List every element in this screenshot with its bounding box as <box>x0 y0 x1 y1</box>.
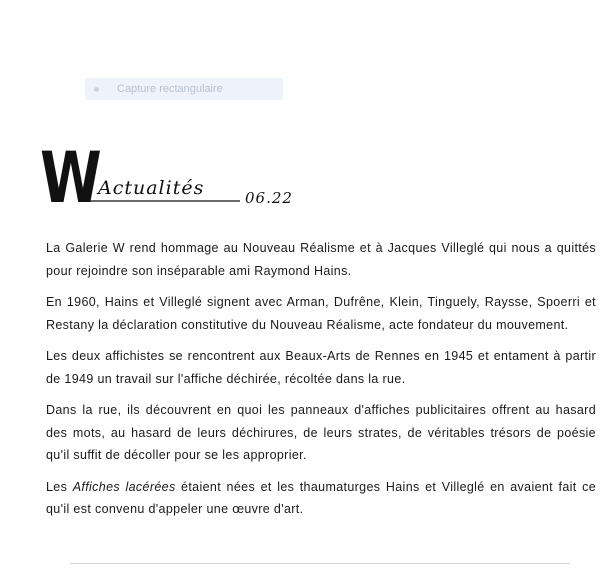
rectangular-capture-button[interactable] <box>85 78 283 100</box>
footer-divider <box>70 563 570 564</box>
paragraph-street-posters: Dans la rue, ils découvrent en quoi les panneaux d'affiches publicitaires offrent au hasard des mots, au hasard de leurs déchirures, de leurs strates, de véritables trésors de poésie qu'il suffit de décoller pour se les approprier. <box>46 403 596 462</box>
p5-prefix: Les <box>46 479 73 494</box>
paragraph-affiches-lacerees <box>46 476 596 521</box>
capture-icon <box>94 87 99 92</box>
paragraph-tribute: La Galerie W rend hommage au Nouveau Réalisme et à Jacques Villeglé qui nous a quittés pour rejoindre son inséparable ami Raymond Hains. <box>46 241 596 278</box>
logo-letter: W <box>40 142 102 214</box>
logo-script-title: Actualités <box>98 177 205 199</box>
paragraph-1960-declaration: En 1960, Hains et Villeglé signent avec Arman, Dufrêne, Klein, Tinguely, Raysse, Spoerri et Restany la déclaration constitutive du Nouveau Réalisme, acte fondateur du mouvement. <box>46 295 596 332</box>
paragraph-beaux-arts: Les deux affichistes se rencontrent aux Beaux-Arts de Rennes en 1945 et entament à partir de 1949 un travail sur l'affiche déchirée, récoltée dans la rue. <box>46 349 596 386</box>
p5-suffix: étaient nées et les thaumaturges Hains et Villeglé en avaient fait ce qu'il est convenu d'appeler une œuvre d'art. <box>46 479 596 516</box>
article-body <box>46 237 596 530</box>
capture-label: Capture rectangulaire <box>117 83 223 95</box>
logo-date: 06.22 <box>245 189 293 207</box>
actualites-logo <box>40 142 300 214</box>
affiches-lacerees-title: Affiches lacérées <box>72 479 176 494</box>
